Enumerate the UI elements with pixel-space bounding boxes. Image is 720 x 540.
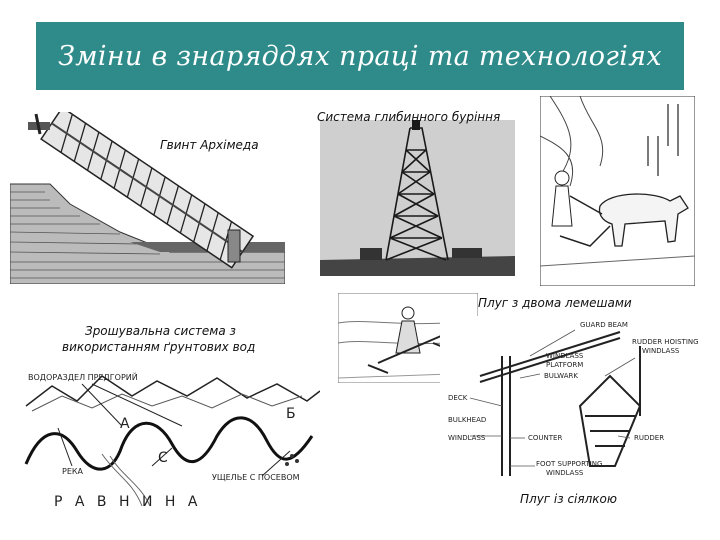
- caption-irrigation-line2: використанням ґрунтових вод: [62, 340, 256, 354]
- river-label: РЕКА: [62, 467, 84, 476]
- caption-seeder-plough: Плуг із сіялкою: [520, 492, 617, 506]
- label-b: Б: [286, 406, 296, 422]
- watershed-label: ВОДОРАЗДЕЛ ПРЕДГОРИЙ: [28, 373, 138, 382]
- deck-label: DECK: [448, 394, 468, 402]
- windlass-label: WINDLASS: [448, 434, 486, 442]
- irrigation-diagram: [22, 366, 320, 514]
- plain-label: Р А В Н И Н А: [54, 494, 202, 510]
- rudder-hoisting-windlass-label: WINDLASS: [642, 347, 680, 355]
- label-a: А: [120, 416, 130, 432]
- bulwark-label: BULWARK: [544, 372, 578, 380]
- foot-supporting-label-2: WINDLASS: [546, 469, 584, 477]
- rudder-label: RUDDER: [634, 434, 665, 442]
- page-title: Зміни в знаряддях праці та технологіях: [58, 40, 662, 72]
- title-bar: [36, 22, 684, 90]
- seeder-plough-diagram: [440, 316, 712, 492]
- rudder-hoisting-label: RUDDER HOISTING: [632, 338, 699, 346]
- caption-irrigation-line1: Зрошувальна система з: [85, 324, 236, 338]
- ox-plough-image: [540, 96, 695, 286]
- foot-supporting-label-1: FOOT SUPPORTING: [536, 460, 603, 468]
- label-c: С: [158, 450, 168, 466]
- bulkhead-label: BULKHEAD: [448, 416, 487, 424]
- windlass-platform-label-2: PLATFORM: [546, 361, 584, 369]
- caption-drilling: Система глибинного буріння: [317, 110, 501, 124]
- counter-label: COUNTER: [528, 434, 563, 442]
- caption-archimedes: Гвинт Архімеда: [160, 138, 259, 152]
- gorge-label: УЩЕЛЬЕ С ПОСЕВОМ: [212, 473, 300, 482]
- drilling-tower-image: [320, 120, 515, 276]
- guard-beam-label: GUARD BEAM: [580, 321, 628, 329]
- windlass-platform-label-1: WINDLASS: [546, 352, 584, 360]
- caption-double-plough: Плуг з двома лемешами: [478, 296, 632, 310]
